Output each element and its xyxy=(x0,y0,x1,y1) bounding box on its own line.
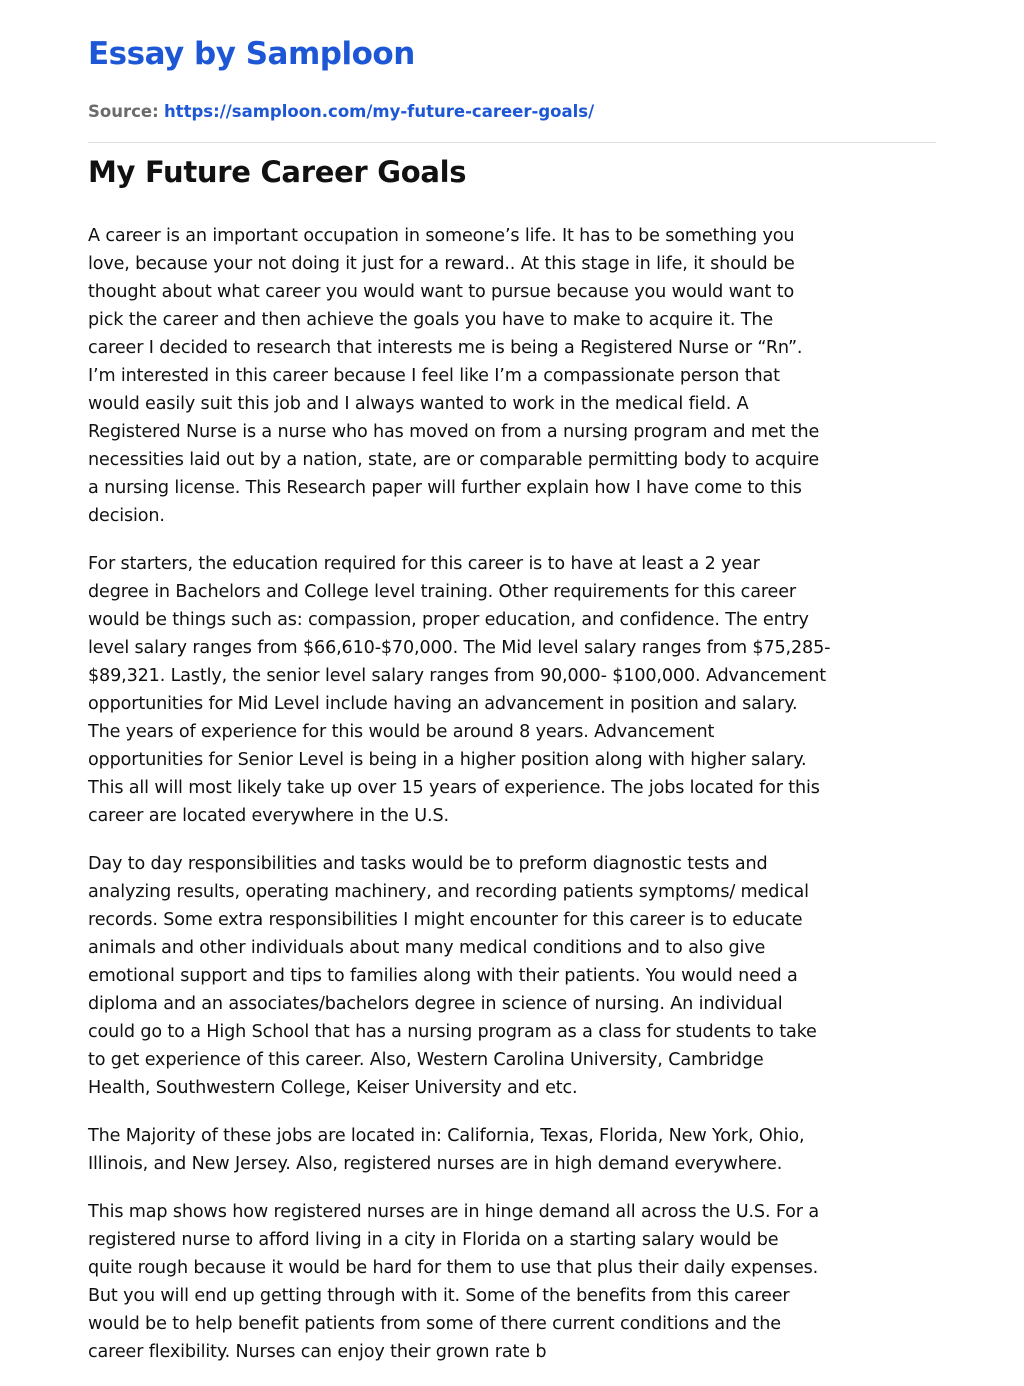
text-line: Day to day responsibilities and tasks would be to preform diagnostic tests and xyxy=(88,854,768,874)
text-line: level salary ranges from $66,610-$70,000. The Mid level salary ranges from $75,285- xyxy=(88,638,831,658)
essay-paragraph-5 xyxy=(88,1198,936,1366)
text-line: $89,321. Lastly, the senior level salary ranges from 90,000- $100,000. Advancement xyxy=(88,666,826,686)
text-line: degree in Bachelors and College level training. Other requirements for this career xyxy=(88,582,796,602)
essay-body xyxy=(88,222,936,1386)
text-line: records. Some extra responsibilities I might encounter for this career is to educate xyxy=(88,910,803,930)
text-line: could go to a High School that has a nursing program as a class for students to take xyxy=(88,1022,817,1042)
text-line: animals and other individuals about many medical conditions and to also give xyxy=(88,938,766,958)
essay-paragraph-2 xyxy=(88,550,936,830)
text-line: a nursing license. This Research paper will further explain how I have come to this xyxy=(88,478,802,498)
essay-paragraph-3 xyxy=(88,850,936,1102)
text-line: Registered Nurse is a nurse who has moved on from a nursing program and met the xyxy=(88,422,820,442)
essay-paragraph-1 xyxy=(88,222,936,530)
text-line: thought about what career you would want to pursue because you would want to xyxy=(88,282,795,302)
text-line: to get experience of this career. Also, Western Carolina University, Cambridge xyxy=(88,1050,764,1070)
text-line: pick the career and then achieve the goals you have to make to acquire it. The xyxy=(88,310,774,330)
essay-title: My Future Career Goals xyxy=(88,155,467,189)
header-divider xyxy=(88,142,936,143)
text-line: opportunities for Senior Level is being in a higher position along with higher salary. xyxy=(88,750,807,770)
source-line xyxy=(88,102,594,121)
text-line: diploma and an associates/bachelors degree in science of nursing. An individual xyxy=(88,994,783,1014)
text-line: would easily suit this job and I always wanted to work in the medical field. A xyxy=(88,394,749,414)
text-line: Illinois, and New Jersey. Also, registered nurses are in high demand everywhere. xyxy=(88,1154,783,1174)
text-line: registered nurse to afford living in a city in Florida on a starting salary would be xyxy=(88,1230,779,1250)
site-brand-title: Essay by Samploon xyxy=(88,36,415,72)
text-line: For starters, the education required for this career is to have at least a 2 year xyxy=(88,554,760,574)
text-line: The years of experience for this would be around 8 years. Advancement xyxy=(88,722,715,742)
text-line: career are located everywhere in the U.S. xyxy=(88,806,449,826)
text-line: would be to help benefit patients from some of there current conditions and the xyxy=(88,1314,781,1334)
text-line: love, because your not doing it just for a reward.. At this stage in life, it should be xyxy=(88,254,795,274)
text-line: The Majority of these jobs are located in: California, Texas, Florida, New York, Ohio, xyxy=(88,1126,805,1146)
text-line: career I decided to research that interests me is being a Registered Nurse or “Rn”. xyxy=(88,338,803,358)
text-line: career flexibility. Nurses can enjoy their grown rate b xyxy=(88,1342,547,1362)
text-line: opportunities for Mid Level include having an advancement in position and salary. xyxy=(88,694,798,714)
text-line: But you will end up getting through with it. Some of the benefits from this career xyxy=(88,1286,790,1306)
text-line: Health, Southwestern College, Keiser University and etc. xyxy=(88,1078,578,1098)
text-line: emotional support and tips to families along with their patients. You would need a xyxy=(88,966,798,986)
text-line: I’m interested in this career because I feel like I’m a compassionate person that xyxy=(88,366,780,386)
text-line: necessities laid out by a nation, state, are or comparable permitting body to acquire xyxy=(88,450,820,470)
text-line: This all will most likely take up over 15 years of experience. The jobs located for this xyxy=(88,778,820,798)
text-line: This map shows how registered nurses are in hinge demand all across the U.S. For a xyxy=(88,1202,819,1222)
text-line: analyzing results, operating machinery, and recording patients symptoms/ medical xyxy=(88,882,809,902)
source-link[interactable]: https://samploon.com/my-future-career-goals/ xyxy=(163,102,595,121)
text-line: quite rough because it would be hard for them to use that plus their daily expenses. xyxy=(88,1258,819,1278)
text-line: decision. xyxy=(88,506,165,526)
essay-paragraph-4 xyxy=(88,1122,936,1178)
text-line: A career is an important occupation in someone’s life. It has to be something you xyxy=(88,226,795,246)
source-label: Source: xyxy=(88,102,159,121)
text-line: would be things such as: compassion, proper education, and confidence. The entry xyxy=(88,610,809,630)
